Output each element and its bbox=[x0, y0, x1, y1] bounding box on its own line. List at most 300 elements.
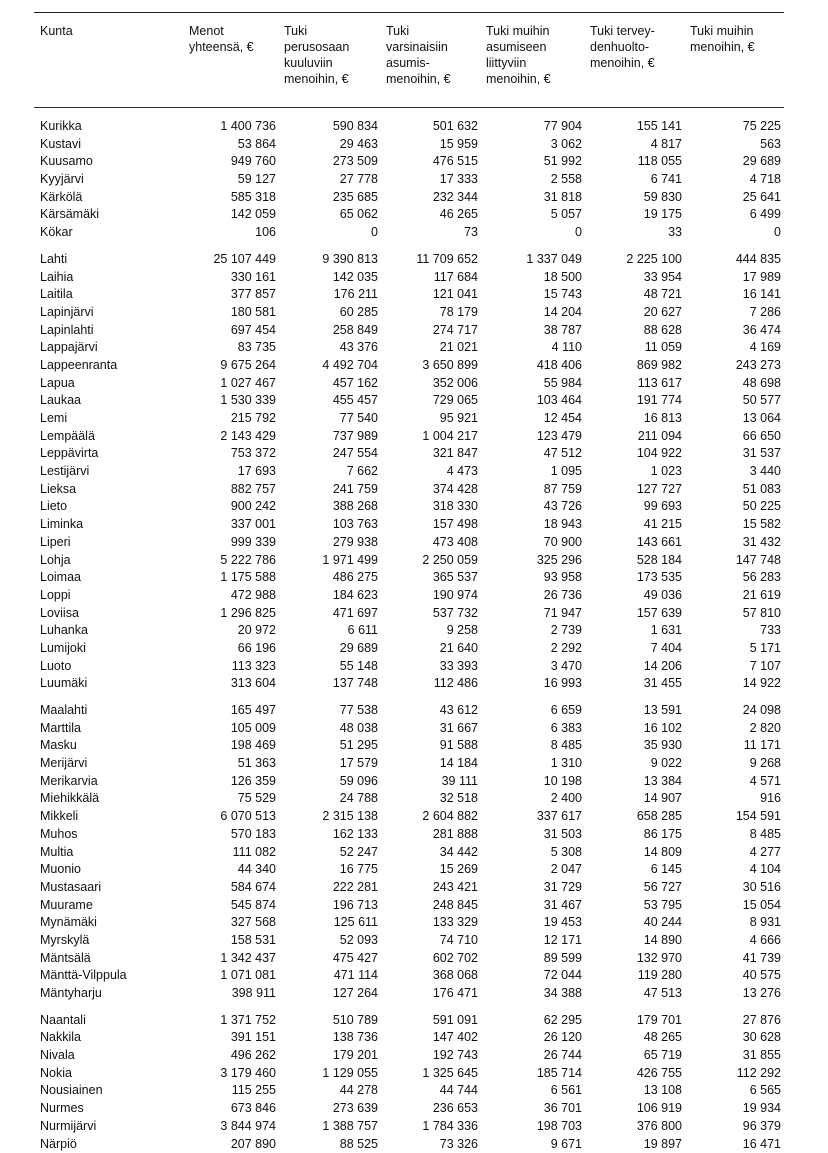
cell-kunta: Nurmijärvi bbox=[34, 1118, 184, 1136]
row-group bbox=[34, 1003, 784, 1153]
cell-tuki-muut-menot: 8 485 bbox=[685, 826, 784, 844]
table-row bbox=[34, 481, 784, 499]
table-row bbox=[34, 552, 784, 570]
cell-kunta: Luhanka bbox=[34, 622, 184, 640]
cell-kunta: Kuusamo bbox=[34, 153, 184, 171]
table-row bbox=[34, 897, 784, 915]
table-row bbox=[34, 428, 784, 446]
cell-tuki-muut-asuminen: 0 bbox=[481, 224, 585, 242]
cell-tuki-terveydenhuolto: 173 535 bbox=[585, 569, 685, 587]
cell-tuki-perusosa: 184 623 bbox=[279, 587, 381, 605]
cell-tuki-muut-menot: 563 bbox=[685, 136, 784, 154]
cell-tuki-muut-asuminen: 77 904 bbox=[481, 118, 585, 136]
cell-tuki-terveydenhuolto: 48 721 bbox=[585, 286, 685, 304]
table-row bbox=[34, 224, 784, 242]
cell-tuki-asumismenot: 192 743 bbox=[381, 1047, 481, 1065]
cell-menot-yhteensa: 198 469 bbox=[184, 737, 279, 755]
cell-tuki-terveydenhuolto: 119 280 bbox=[585, 967, 685, 985]
cell-tuki-muut-asuminen: 185 714 bbox=[481, 1065, 585, 1083]
cell-tuki-asumismenot: 352 006 bbox=[381, 375, 481, 393]
cell-kunta: Nurmes bbox=[34, 1100, 184, 1118]
table-row bbox=[34, 392, 784, 410]
cell-tuki-perusosa: 162 133 bbox=[279, 826, 381, 844]
cell-tuki-muut-menot: 8 931 bbox=[685, 914, 784, 932]
cell-menot-yhteensa: 158 531 bbox=[184, 932, 279, 950]
cell-tuki-muut-asuminen: 12 454 bbox=[481, 410, 585, 428]
cell-menot-yhteensa: 111 082 bbox=[184, 844, 279, 862]
cell-tuki-terveydenhuolto: 376 800 bbox=[585, 1118, 685, 1136]
table-row bbox=[34, 569, 784, 587]
table-row bbox=[34, 286, 784, 304]
cell-kunta: Leppävirta bbox=[34, 445, 184, 463]
cell-tuki-perusosa: 590 834 bbox=[279, 118, 381, 136]
cell-tuki-muut-asuminen: 103 464 bbox=[481, 392, 585, 410]
cell-kunta: Marttila bbox=[34, 720, 184, 738]
table-row bbox=[34, 737, 784, 755]
cell-tuki-muut-menot: 31 432 bbox=[685, 534, 784, 552]
cell-tuki-asumismenot: 32 518 bbox=[381, 790, 481, 808]
cell-tuki-terveydenhuolto: 113 617 bbox=[585, 375, 685, 393]
cell-tuki-perusosa: 0 bbox=[279, 224, 381, 242]
cell-tuki-muut-asuminen: 123 479 bbox=[481, 428, 585, 446]
cell-menot-yhteensa: 496 262 bbox=[184, 1047, 279, 1065]
cell-tuki-terveydenhuolto: 20 627 bbox=[585, 304, 685, 322]
cell-tuki-muut-menot: 31 537 bbox=[685, 445, 784, 463]
cell-kunta: Mäntyharju bbox=[34, 985, 184, 1003]
cell-tuki-muut-asuminen: 70 900 bbox=[481, 534, 585, 552]
cell-tuki-asumismenot: 31 667 bbox=[381, 720, 481, 738]
cell-tuki-asumismenot: 73 bbox=[381, 224, 481, 242]
cell-menot-yhteensa: 1 530 339 bbox=[184, 392, 279, 410]
cell-tuki-muut-menot: 66 650 bbox=[685, 428, 784, 446]
cell-tuki-muut-menot: 6 499 bbox=[685, 206, 784, 224]
cell-tuki-muut-menot: 4 666 bbox=[685, 932, 784, 950]
cell-tuki-asumismenot: 14 184 bbox=[381, 755, 481, 773]
cell-tuki-muut-asuminen: 72 044 bbox=[481, 967, 585, 985]
cell-tuki-asumismenot: 729 065 bbox=[381, 392, 481, 410]
cell-tuki-asumismenot: 17 333 bbox=[381, 171, 481, 189]
cell-tuki-muut-menot: 4 277 bbox=[685, 844, 784, 862]
cell-kunta: Multia bbox=[34, 844, 184, 862]
cell-tuki-perusosa: 241 759 bbox=[279, 481, 381, 499]
cell-menot-yhteensa: 44 340 bbox=[184, 861, 279, 879]
cell-tuki-asumismenot: 73 326 bbox=[381, 1136, 481, 1153]
cell-tuki-asumismenot: 133 329 bbox=[381, 914, 481, 932]
cell-tuki-muut-menot: 13 276 bbox=[685, 985, 784, 1003]
cell-menot-yhteensa: 126 359 bbox=[184, 773, 279, 791]
cell-tuki-muut-asuminen: 71 947 bbox=[481, 605, 585, 623]
cell-kunta: Kärkölä bbox=[34, 189, 184, 207]
cell-tuki-muut-menot: 50 225 bbox=[685, 498, 784, 516]
cell-tuki-muut-menot: 57 810 bbox=[685, 605, 784, 623]
table-row bbox=[34, 269, 784, 287]
cell-tuki-perusosa: 258 849 bbox=[279, 322, 381, 340]
cell-tuki-terveydenhuolto: 86 175 bbox=[585, 826, 685, 844]
cell-tuki-muut-menot: 2 820 bbox=[685, 720, 784, 738]
cell-tuki-muut-menot: 19 934 bbox=[685, 1100, 784, 1118]
cell-tuki-terveydenhuolto: 155 141 bbox=[585, 118, 685, 136]
cell-tuki-perusosa: 125 611 bbox=[279, 914, 381, 932]
cell-tuki-perusosa: 6 611 bbox=[279, 622, 381, 640]
cell-menot-yhteensa: 327 568 bbox=[184, 914, 279, 932]
cell-menot-yhteensa: 17 693 bbox=[184, 463, 279, 481]
cell-tuki-perusosa: 179 201 bbox=[279, 1047, 381, 1065]
cell-kunta: Merijärvi bbox=[34, 755, 184, 773]
cell-tuki-muut-asuminen: 43 726 bbox=[481, 498, 585, 516]
cell-tuki-perusosa: 279 938 bbox=[279, 534, 381, 552]
table-row bbox=[34, 640, 784, 658]
cell-tuki-asumismenot: 91 588 bbox=[381, 737, 481, 755]
cell-tuki-terveydenhuolto: 31 455 bbox=[585, 675, 685, 693]
cell-tuki-muut-menot: 6 565 bbox=[685, 1082, 784, 1100]
cell-tuki-perusosa: 222 281 bbox=[279, 879, 381, 897]
header-menot-yhteensa: Menot yhteensä, € bbox=[184, 13, 279, 107]
cell-tuki-perusosa: 471 114 bbox=[279, 967, 381, 985]
cell-tuki-muut-menot: 30 516 bbox=[685, 879, 784, 897]
cell-tuki-perusosa: 29 463 bbox=[279, 136, 381, 154]
table-row bbox=[34, 375, 784, 393]
cell-tuki-muut-menot: 29 689 bbox=[685, 153, 784, 171]
cell-tuki-muut-asuminen: 87 759 bbox=[481, 481, 585, 499]
cell-tuki-asumismenot: 44 744 bbox=[381, 1082, 481, 1100]
cell-tuki-muut-asuminen: 36 701 bbox=[481, 1100, 585, 1118]
cell-tuki-muut-menot: 36 474 bbox=[685, 322, 784, 340]
cell-menot-yhteensa: 999 339 bbox=[184, 534, 279, 552]
cell-tuki-perusosa: 510 789 bbox=[279, 1012, 381, 1030]
table-header bbox=[34, 13, 784, 108]
cell-tuki-asumismenot: 501 632 bbox=[381, 118, 481, 136]
cell-tuki-terveydenhuolto: 59 830 bbox=[585, 189, 685, 207]
cell-kunta: Mikkeli bbox=[34, 808, 184, 826]
cell-kunta: Nivala bbox=[34, 1047, 184, 1065]
cell-tuki-asumismenot: 74 710 bbox=[381, 932, 481, 950]
cell-tuki-terveydenhuolto: 56 727 bbox=[585, 879, 685, 897]
cell-kunta: Kustavi bbox=[34, 136, 184, 154]
header-tuki-perusosa: Tuki perusosaan kuuluviin menoihin, € bbox=[279, 13, 381, 107]
cell-tuki-muut-asuminen: 55 984 bbox=[481, 375, 585, 393]
cell-menot-yhteensa: 53 864 bbox=[184, 136, 279, 154]
cell-kunta: Miehikkälä bbox=[34, 790, 184, 808]
cell-tuki-asumismenot: 9 258 bbox=[381, 622, 481, 640]
cell-tuki-asumismenot: 21 640 bbox=[381, 640, 481, 658]
cell-kunta: Lempäälä bbox=[34, 428, 184, 446]
table-row bbox=[34, 622, 784, 640]
cell-tuki-muut-asuminen: 337 617 bbox=[481, 808, 585, 826]
cell-kunta: Lieto bbox=[34, 498, 184, 516]
cell-tuki-muut-menot: 15 054 bbox=[685, 897, 784, 915]
cell-tuki-perusosa: 235 685 bbox=[279, 189, 381, 207]
cell-tuki-terveydenhuolto: 14 907 bbox=[585, 790, 685, 808]
cell-tuki-muut-menot: 7 286 bbox=[685, 304, 784, 322]
cell-tuki-perusosa: 137 748 bbox=[279, 675, 381, 693]
table-row bbox=[34, 153, 784, 171]
table-row bbox=[34, 445, 784, 463]
table-row bbox=[34, 950, 784, 968]
cell-tuki-muut-menot: 15 582 bbox=[685, 516, 784, 534]
cell-tuki-terveydenhuolto: 1 023 bbox=[585, 463, 685, 481]
cell-kunta: Myrskylä bbox=[34, 932, 184, 950]
cell-tuki-perusosa: 4 492 704 bbox=[279, 357, 381, 375]
cell-kunta: Närpiö bbox=[34, 1136, 184, 1153]
cell-tuki-asumismenot: 365 537 bbox=[381, 569, 481, 587]
cell-kunta: Lestijärvi bbox=[34, 463, 184, 481]
cell-tuki-muut-asuminen: 2 292 bbox=[481, 640, 585, 658]
cell-tuki-muut-asuminen: 26 120 bbox=[481, 1029, 585, 1047]
cell-tuki-muut-menot: 3 440 bbox=[685, 463, 784, 481]
cell-tuki-terveydenhuolto: 49 036 bbox=[585, 587, 685, 605]
cell-menot-yhteensa: 398 911 bbox=[184, 985, 279, 1003]
cell-menot-yhteensa: 1 342 437 bbox=[184, 950, 279, 968]
cell-kunta: Loviisa bbox=[34, 605, 184, 623]
table-row bbox=[34, 118, 784, 136]
cell-menot-yhteensa: 673 846 bbox=[184, 1100, 279, 1118]
cell-tuki-muut-asuminen: 47 512 bbox=[481, 445, 585, 463]
cell-tuki-perusosa: 737 989 bbox=[279, 428, 381, 446]
table-row bbox=[34, 605, 784, 623]
cell-menot-yhteensa: 882 757 bbox=[184, 481, 279, 499]
cell-menot-yhteensa: 900 242 bbox=[184, 498, 279, 516]
cell-tuki-muut-asuminen: 18 500 bbox=[481, 269, 585, 287]
table-row bbox=[34, 861, 784, 879]
cell-tuki-perusosa: 59 096 bbox=[279, 773, 381, 791]
cell-tuki-terveydenhuolto: 53 795 bbox=[585, 897, 685, 915]
cell-kunta: Masku bbox=[34, 737, 184, 755]
cell-kunta: Lapinlahti bbox=[34, 322, 184, 340]
cell-tuki-asumismenot: 43 612 bbox=[381, 702, 481, 720]
cell-menot-yhteensa: 697 454 bbox=[184, 322, 279, 340]
cell-kunta: Mynämäki bbox=[34, 914, 184, 932]
cell-tuki-muut-menot: 11 171 bbox=[685, 737, 784, 755]
cell-menot-yhteensa: 25 107 449 bbox=[184, 251, 279, 269]
cell-kunta: Liminka bbox=[34, 516, 184, 534]
cell-menot-yhteensa: 337 001 bbox=[184, 516, 279, 534]
cell-menot-yhteensa: 1 400 736 bbox=[184, 118, 279, 136]
cell-tuki-asumismenot: 21 021 bbox=[381, 339, 481, 357]
cell-tuki-perusosa: 1 971 499 bbox=[279, 552, 381, 570]
cell-tuki-muut-menot: 41 739 bbox=[685, 950, 784, 968]
table-row bbox=[34, 985, 784, 1003]
cell-tuki-terveydenhuolto: 11 059 bbox=[585, 339, 685, 357]
table-row bbox=[34, 790, 784, 808]
table-row bbox=[34, 914, 784, 932]
cell-tuki-terveydenhuolto: 19 897 bbox=[585, 1136, 685, 1153]
cell-tuki-perusosa: 475 427 bbox=[279, 950, 381, 968]
cell-tuki-muut-menot: 147 748 bbox=[685, 552, 784, 570]
cell-tuki-muut-asuminen: 1 337 049 bbox=[481, 251, 585, 269]
cell-tuki-terveydenhuolto: 179 701 bbox=[585, 1012, 685, 1030]
table-row bbox=[34, 879, 784, 897]
table-row bbox=[34, 410, 784, 428]
table-row bbox=[34, 755, 784, 773]
cell-tuki-perusosa: 51 295 bbox=[279, 737, 381, 755]
cell-menot-yhteensa: 1 175 588 bbox=[184, 569, 279, 587]
cell-tuki-muut-asuminen: 2 400 bbox=[481, 790, 585, 808]
cell-tuki-perusosa: 455 457 bbox=[279, 392, 381, 410]
cell-kunta: Laitila bbox=[34, 286, 184, 304]
cell-tuki-asumismenot: 243 421 bbox=[381, 879, 481, 897]
cell-tuki-asumismenot: 537 732 bbox=[381, 605, 481, 623]
cell-tuki-perusosa: 44 278 bbox=[279, 1082, 381, 1100]
cell-menot-yhteensa: 83 735 bbox=[184, 339, 279, 357]
cell-tuki-asumismenot: 15 959 bbox=[381, 136, 481, 154]
cell-tuki-muut-asuminen: 15 743 bbox=[481, 286, 585, 304]
cell-tuki-perusosa: 1 388 757 bbox=[279, 1118, 381, 1136]
cell-tuki-muut-asuminen: 6 383 bbox=[481, 720, 585, 738]
cell-tuki-asumismenot: 232 344 bbox=[381, 189, 481, 207]
cell-tuki-terveydenhuolto: 6 741 bbox=[585, 171, 685, 189]
cell-menot-yhteensa: 3 179 460 bbox=[184, 1065, 279, 1083]
cell-tuki-asumismenot: 15 269 bbox=[381, 861, 481, 879]
cell-kunta: Kyyjärvi bbox=[34, 171, 184, 189]
cell-kunta: Lappajärvi bbox=[34, 339, 184, 357]
cell-menot-yhteensa: 391 151 bbox=[184, 1029, 279, 1047]
cell-tuki-terveydenhuolto: 143 661 bbox=[585, 534, 685, 552]
cell-kunta: Lohja bbox=[34, 552, 184, 570]
cell-tuki-muut-asuminen: 198 703 bbox=[481, 1118, 585, 1136]
cell-tuki-terveydenhuolto: 33 954 bbox=[585, 269, 685, 287]
cell-tuki-asumismenot: 591 091 bbox=[381, 1012, 481, 1030]
cell-tuki-terveydenhuolto: 48 265 bbox=[585, 1029, 685, 1047]
cell-tuki-terveydenhuolto: 211 094 bbox=[585, 428, 685, 446]
cell-kunta: Muhos bbox=[34, 826, 184, 844]
cell-menot-yhteensa: 5 222 786 bbox=[184, 552, 279, 570]
cell-tuki-muut-asuminen: 31 818 bbox=[481, 189, 585, 207]
cell-tuki-terveydenhuolto: 14 809 bbox=[585, 844, 685, 862]
cell-tuki-muut-menot: 40 575 bbox=[685, 967, 784, 985]
header-kunta: Kunta bbox=[34, 13, 184, 107]
cell-tuki-terveydenhuolto: 104 922 bbox=[585, 445, 685, 463]
cell-tuki-terveydenhuolto: 658 285 bbox=[585, 808, 685, 826]
cell-tuki-perusosa: 27 778 bbox=[279, 171, 381, 189]
table-row bbox=[34, 463, 784, 481]
cell-tuki-terveydenhuolto: 41 215 bbox=[585, 516, 685, 534]
cell-tuki-perusosa: 43 376 bbox=[279, 339, 381, 357]
cell-kunta: Naantali bbox=[34, 1012, 184, 1030]
cell-tuki-muut-asuminen: 2 558 bbox=[481, 171, 585, 189]
cell-tuki-muut-asuminen: 31 467 bbox=[481, 897, 585, 915]
cell-tuki-muut-asuminen: 3 062 bbox=[481, 136, 585, 154]
table-row bbox=[34, 658, 784, 676]
cell-tuki-terveydenhuolto: 13 108 bbox=[585, 1082, 685, 1100]
cell-kunta: Kärsämäki bbox=[34, 206, 184, 224]
table-row bbox=[34, 339, 784, 357]
cell-tuki-muut-menot: 31 855 bbox=[685, 1047, 784, 1065]
table-row bbox=[34, 357, 784, 375]
cell-tuki-muut-asuminen: 9 671 bbox=[481, 1136, 585, 1153]
cell-menot-yhteensa: 66 196 bbox=[184, 640, 279, 658]
cell-kunta: Mänttä-Vilppula bbox=[34, 967, 184, 985]
table-row bbox=[34, 808, 784, 826]
cell-menot-yhteensa: 545 874 bbox=[184, 897, 279, 915]
cell-tuki-asumismenot: 2 604 882 bbox=[381, 808, 481, 826]
cell-tuki-terveydenhuolto: 19 175 bbox=[585, 206, 685, 224]
row-group bbox=[34, 693, 784, 1003]
cell-tuki-terveydenhuolto: 528 184 bbox=[585, 552, 685, 570]
cell-tuki-terveydenhuolto: 132 970 bbox=[585, 950, 685, 968]
cell-menot-yhteensa: 2 143 429 bbox=[184, 428, 279, 446]
cell-tuki-terveydenhuolto: 6 145 bbox=[585, 861, 685, 879]
cell-menot-yhteensa: 20 972 bbox=[184, 622, 279, 640]
cell-kunta: Nokia bbox=[34, 1065, 184, 1083]
cell-tuki-muut-asuminen: 5 057 bbox=[481, 206, 585, 224]
cell-tuki-muut-asuminen: 93 958 bbox=[481, 569, 585, 587]
cell-tuki-muut-menot: 4 104 bbox=[685, 861, 784, 879]
cell-tuki-asumismenot: 368 068 bbox=[381, 967, 481, 985]
cell-menot-yhteensa: 207 890 bbox=[184, 1136, 279, 1153]
cell-tuki-asumismenot: 147 402 bbox=[381, 1029, 481, 1047]
cell-kunta: Maalahti bbox=[34, 702, 184, 720]
cell-tuki-muut-menot: 16 471 bbox=[685, 1136, 784, 1153]
cell-tuki-muut-menot: 56 283 bbox=[685, 569, 784, 587]
row-group bbox=[34, 242, 784, 693]
cell-tuki-muut-asuminen: 19 453 bbox=[481, 914, 585, 932]
cell-kunta: Kurikka bbox=[34, 118, 184, 136]
cell-tuki-perusosa: 471 697 bbox=[279, 605, 381, 623]
cell-tuki-perusosa: 52 093 bbox=[279, 932, 381, 950]
cell-tuki-perusosa: 138 736 bbox=[279, 1029, 381, 1047]
cell-tuki-muut-menot: 0 bbox=[685, 224, 784, 242]
cell-menot-yhteensa: 472 988 bbox=[184, 587, 279, 605]
cell-tuki-terveydenhuolto: 40 244 bbox=[585, 914, 685, 932]
table-row bbox=[34, 1065, 784, 1083]
table-row bbox=[34, 1136, 784, 1153]
cell-tuki-asumismenot: 1 004 217 bbox=[381, 428, 481, 446]
table-row bbox=[34, 171, 784, 189]
cell-tuki-muut-asuminen: 89 599 bbox=[481, 950, 585, 968]
cell-tuki-terveydenhuolto: 1 631 bbox=[585, 622, 685, 640]
cell-menot-yhteensa: 75 529 bbox=[184, 790, 279, 808]
cell-tuki-perusosa: 88 525 bbox=[279, 1136, 381, 1153]
header-tuki-muut-menot: Tuki muihin menoihin, € bbox=[685, 13, 784, 107]
cell-tuki-terveydenhuolto: 14 890 bbox=[585, 932, 685, 950]
cell-kunta: Laihia bbox=[34, 269, 184, 287]
table-row bbox=[34, 844, 784, 862]
cell-tuki-asumismenot: 117 684 bbox=[381, 269, 481, 287]
cell-tuki-muut-menot: 30 628 bbox=[685, 1029, 784, 1047]
cell-tuki-terveydenhuolto: 127 727 bbox=[585, 481, 685, 499]
cell-tuki-muut-asuminen: 6 659 bbox=[481, 702, 585, 720]
cell-tuki-perusosa: 29 689 bbox=[279, 640, 381, 658]
cell-tuki-asumismenot: 318 330 bbox=[381, 498, 481, 516]
cell-tuki-muut-menot: 916 bbox=[685, 790, 784, 808]
cell-tuki-muut-asuminen: 12 171 bbox=[481, 932, 585, 950]
cell-kunta: Muurame bbox=[34, 897, 184, 915]
cell-tuki-terveydenhuolto: 13 591 bbox=[585, 702, 685, 720]
cell-tuki-perusosa: 60 285 bbox=[279, 304, 381, 322]
cell-tuki-terveydenhuolto: 33 bbox=[585, 224, 685, 242]
cell-tuki-asumismenot: 374 428 bbox=[381, 481, 481, 499]
cell-tuki-terveydenhuolto: 16 102 bbox=[585, 720, 685, 738]
cell-tuki-asumismenot: 176 471 bbox=[381, 985, 481, 1003]
table-row bbox=[34, 826, 784, 844]
cell-kunta: Lumijoki bbox=[34, 640, 184, 658]
cell-menot-yhteensa: 584 674 bbox=[184, 879, 279, 897]
cell-tuki-muut-menot: 24 098 bbox=[685, 702, 784, 720]
table-row bbox=[34, 189, 784, 207]
table-row bbox=[34, 498, 784, 516]
header-tuki-muut-asuminen: Tuki muihin asumiseen liittyviin menoihin, € bbox=[481, 13, 585, 107]
cell-kunta: Lapinjärvi bbox=[34, 304, 184, 322]
cell-tuki-terveydenhuolto: 9 022 bbox=[585, 755, 685, 773]
table-row bbox=[34, 1012, 784, 1030]
cell-menot-yhteensa: 330 161 bbox=[184, 269, 279, 287]
cell-tuki-perusosa: 48 038 bbox=[279, 720, 381, 738]
cell-tuki-perusosa: 2 315 138 bbox=[279, 808, 381, 826]
cell-menot-yhteensa: 1 027 467 bbox=[184, 375, 279, 393]
cell-kunta: Mustasaari bbox=[34, 879, 184, 897]
cell-tuki-muut-menot: 16 141 bbox=[685, 286, 784, 304]
table-row bbox=[34, 1047, 784, 1065]
